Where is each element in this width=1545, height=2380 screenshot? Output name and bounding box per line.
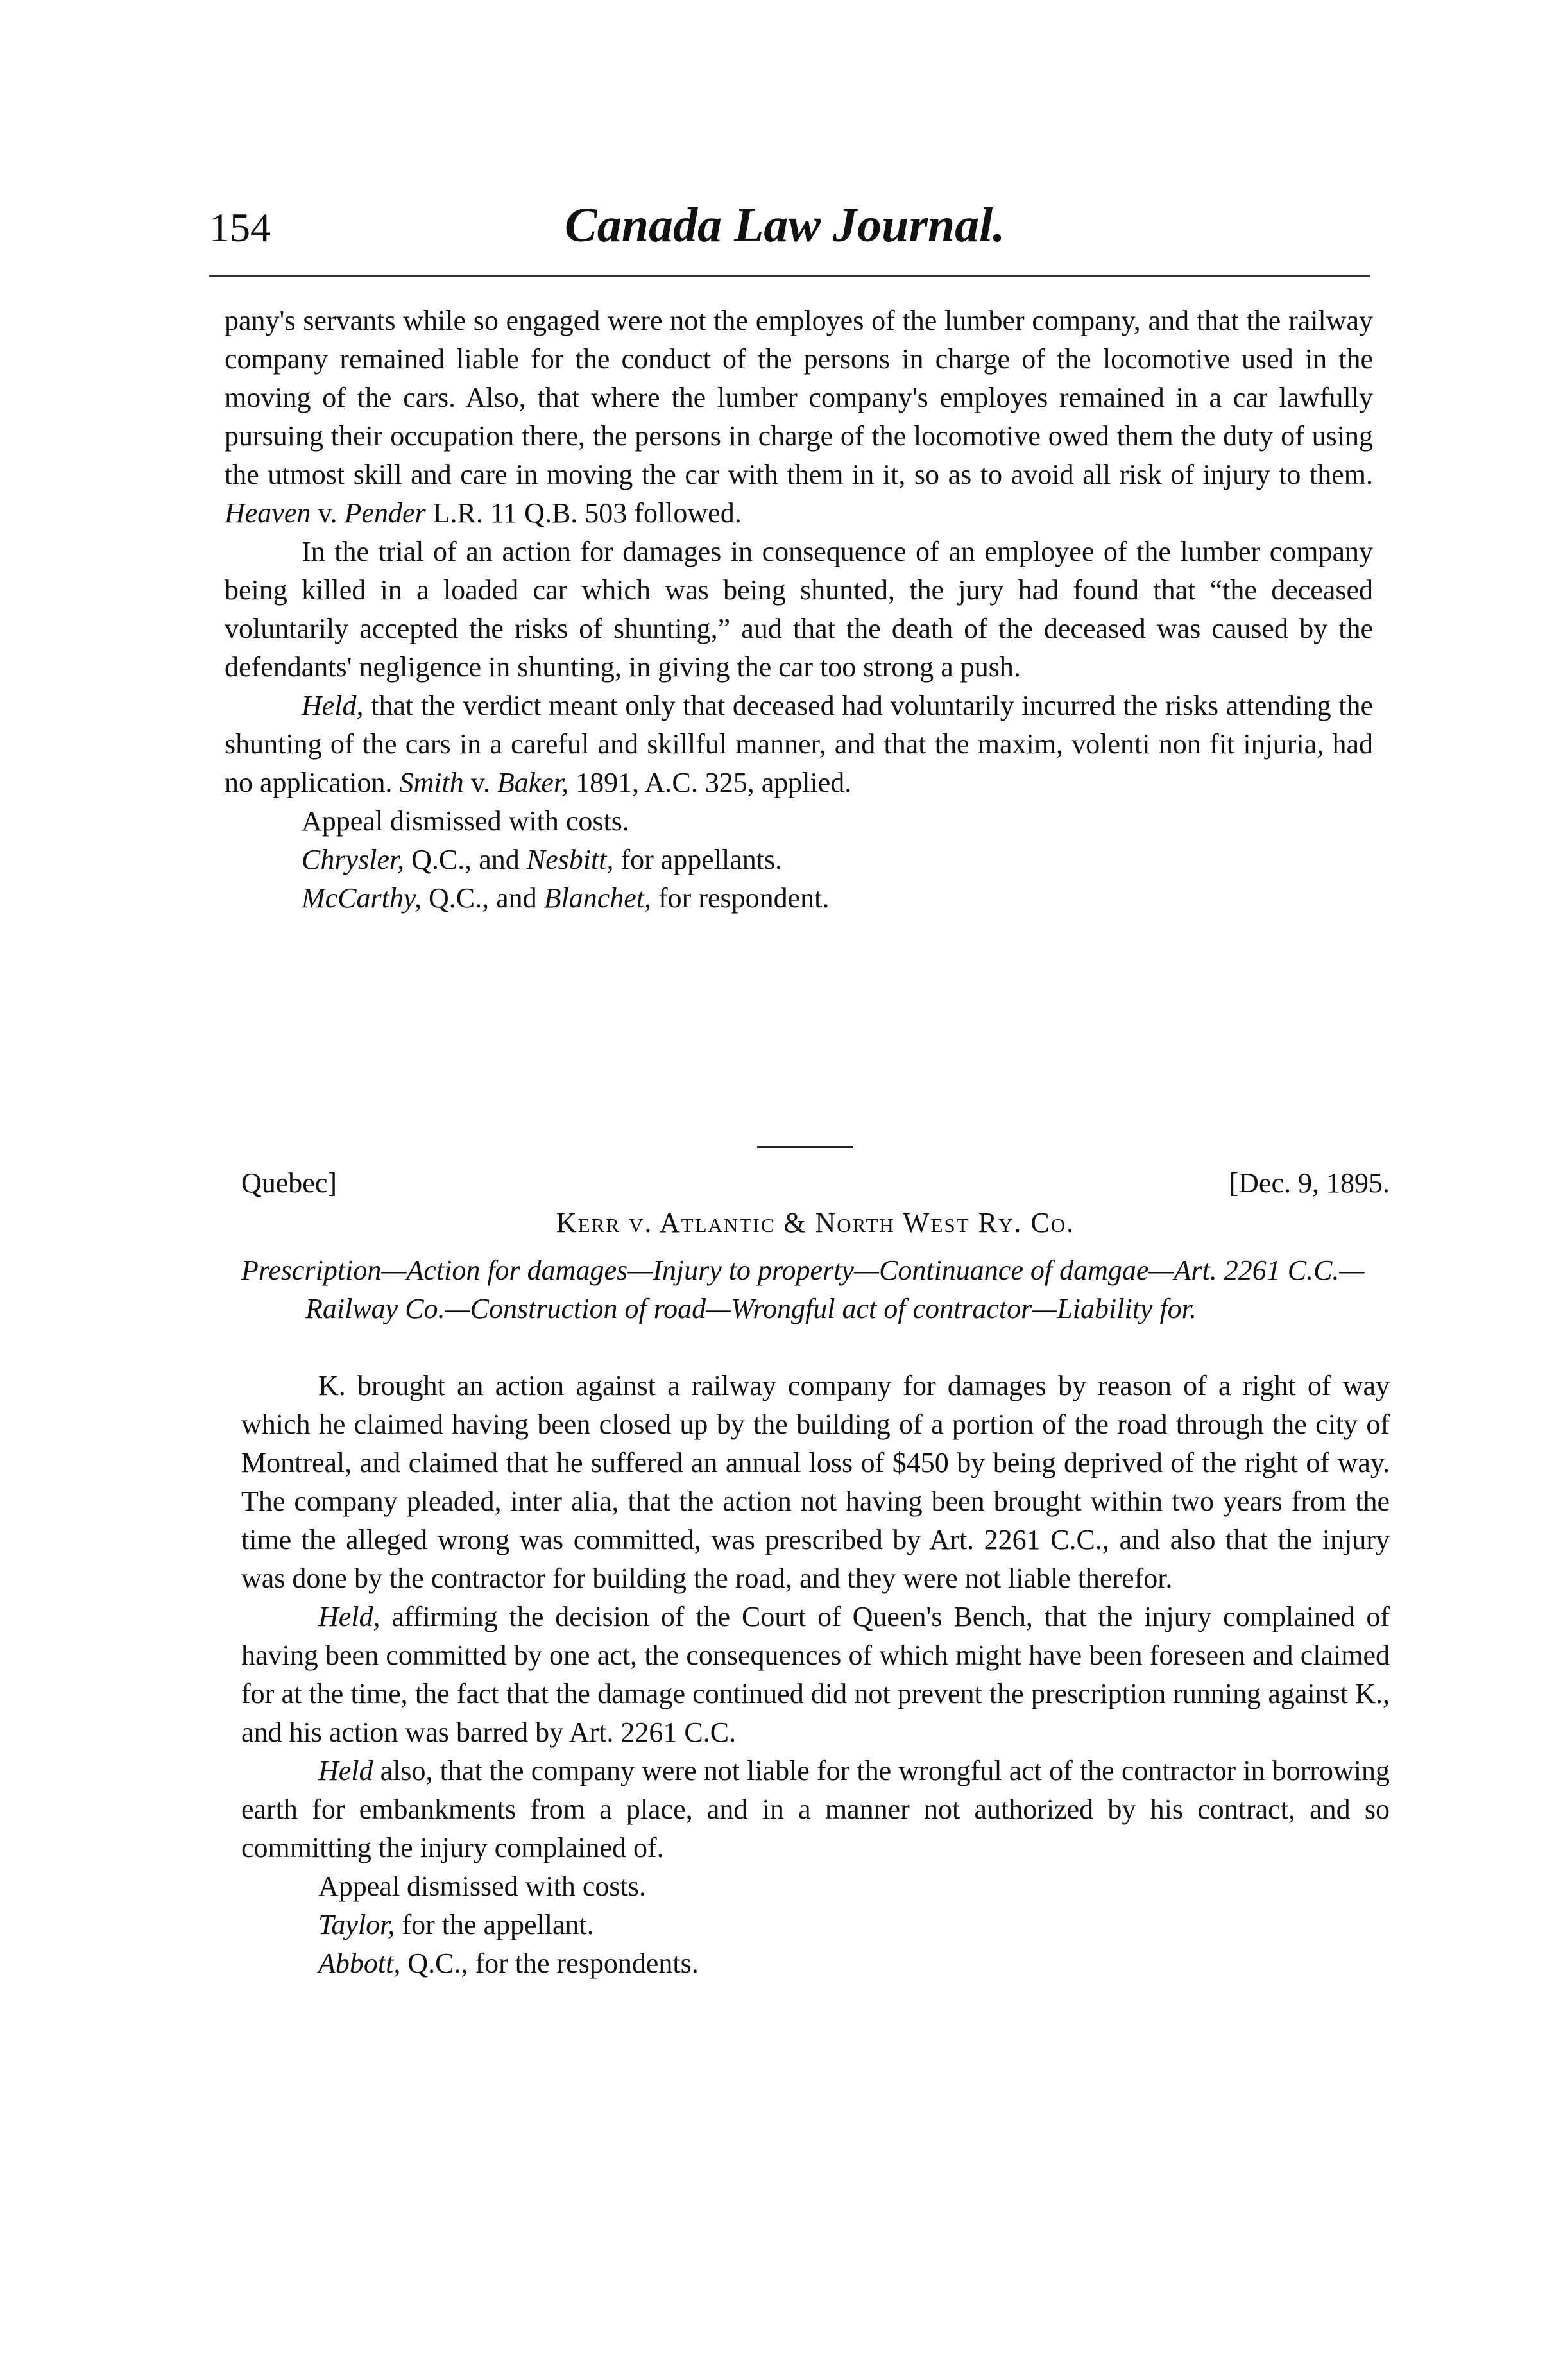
case1-counsel2-name2: Blanchet, [543, 882, 652, 914]
case1-counsel1-name2: Nesbitt, [526, 844, 614, 875]
case1-p3-cite-a: Smith [399, 767, 464, 798]
running-title: Canada Law Journal. [565, 198, 1005, 252]
case1-counsel1-role: for appellants. [620, 844, 783, 875]
case2-headnote: Prescription—Action for damages—Injury to property—Continuance of damgae—Art. 2261 C.C.—Railway Co.—Construction of road—Wrongful act of contractor—Liability for. [241, 1254, 1365, 1324]
case2-text [241, 1367, 1390, 1983]
case2-counsel1-name: Taylor, [318, 1909, 395, 1940]
case1-p1-cite-v: v. [318, 497, 337, 529]
case2-held-2: Held [318, 1755, 373, 1786]
case2-p3-text: also, that the company were not liable for the wrongful act of the contractor in borrowing earth for embankments from a place, and in a manner not authorized by his contract, and so committing the injury complained of. [241, 1755, 1390, 1863]
case1-p3-cite-rest: 1891, A.C. 325, applied. [576, 767, 852, 798]
case1-text [225, 302, 1373, 918]
case2-paragraph-2 [241, 1598, 1390, 1752]
case2-court: Quebec] [241, 1167, 337, 1199]
case1-p1-cite-rest: L.R. 11 Q.B. 503 followed. [432, 497, 742, 529]
case2-counsel2-role: Q.C., for the respondents. [407, 1948, 699, 1979]
case2-counsel1-role: for the appellant. [402, 1909, 594, 1940]
case2-disposition: Appeal dismissed with costs. [318, 1871, 646, 1902]
section-separator [757, 1146, 853, 1148]
case2-counsel2-name: Abbott, [318, 1948, 401, 1979]
case2-title: Kerr v. Atlantic & North West Ry. Co. [556, 1207, 1075, 1238]
case1-disposition: Appeal dismissed with costs. [302, 805, 629, 837]
case2-counsel-respondents [241, 1944, 1390, 1983]
case2-paragraph-1: K. brought an action against a railway company for damages by reason of a right of way which he claimed having been closed up by the building of a portion of the road through the city of Montreal, and claimed that he suffered an annual loss of $450 by being deprived of the right of way. The company pleaded, inter alia, that the action not having been brought within two years from the time the alleged wrong was committed, was prescribed by Art. 2261 C.C., and also that the injury was done by the contractor for building the road, and they were not liable therefor. [241, 1370, 1390, 1594]
case2-date: [Dec. 9, 1895. [1229, 1167, 1390, 1199]
case2-held-1: Held, [318, 1601, 380, 1632]
header-rule [209, 275, 1370, 277]
case1-counsel2-role: for respondent. [658, 882, 830, 914]
case1-p1-cite-b: Pender [344, 497, 426, 529]
case1-p1-cite-a: Heaven [225, 497, 311, 529]
case2-paragraph-3 [241, 1752, 1390, 1867]
case2-counsel-appellant [241, 1906, 1390, 1944]
case1-counsel1-mid: Q.C., and [411, 844, 520, 875]
case1-held: Held, [302, 690, 364, 721]
case1-paragraph-2: In the trial of an action for damages in consequence of an employee of the lumber company being killed in a loaded car which was being shunted, the jury had found that “the deceased voluntarily accepted the risks of shunting,” aud that the death of the deceased was caused by the defendants' negligence in shunting, in giving the car too strong a push. [225, 536, 1373, 683]
case1-p3-cite-b: Baker, [497, 767, 569, 798]
case1-paragraph-1 [225, 302, 1373, 533]
case1-counsel2-name: McCarthy, [302, 882, 422, 914]
case1-counsel-respondent [225, 879, 1373, 918]
case1-counsel2-mid: Q.C., and [428, 882, 537, 914]
page-number: 154 [209, 205, 271, 250]
case1-paragraph-3 [225, 687, 1373, 802]
case2-p2-text: affirming the decision of the Court of Queen's Bench, that the injury complained of having been committed by one act, the consequences of which might have been foreseen and claimed for at the time, the fact that the damage continued did not prevent the prescription running against K., and his action was barred by Art. 2261 C.C. [241, 1601, 1390, 1748]
case1-p3-cite-v: v. [470, 767, 490, 798]
case1-counsel-appellants [225, 841, 1373, 879]
case1-p1-text: pany's servants while so engaged were not the employes of the lumber company, and that the railway company remained liable for the conduct of the persons in charge of the locomotive used in the moving of the cars. Also, that where the lumber company's employes remained in a car lawfully pursuing their occupation there, the persons in charge of the locomotive owed them the duty of using the utmost skill and care in moving the car with them in it, so as to avoid all risk of injury to them. [225, 305, 1373, 490]
case1-counsel1-name: Chrysler, [302, 844, 405, 875]
case1-p3-text: that the verdict meant only that deceased had voluntarily incurred the risks attending the shunting of the cars in a careful and skillful manner, and that the maxim, volenti non fit injuria, had no application. [225, 690, 1374, 798]
